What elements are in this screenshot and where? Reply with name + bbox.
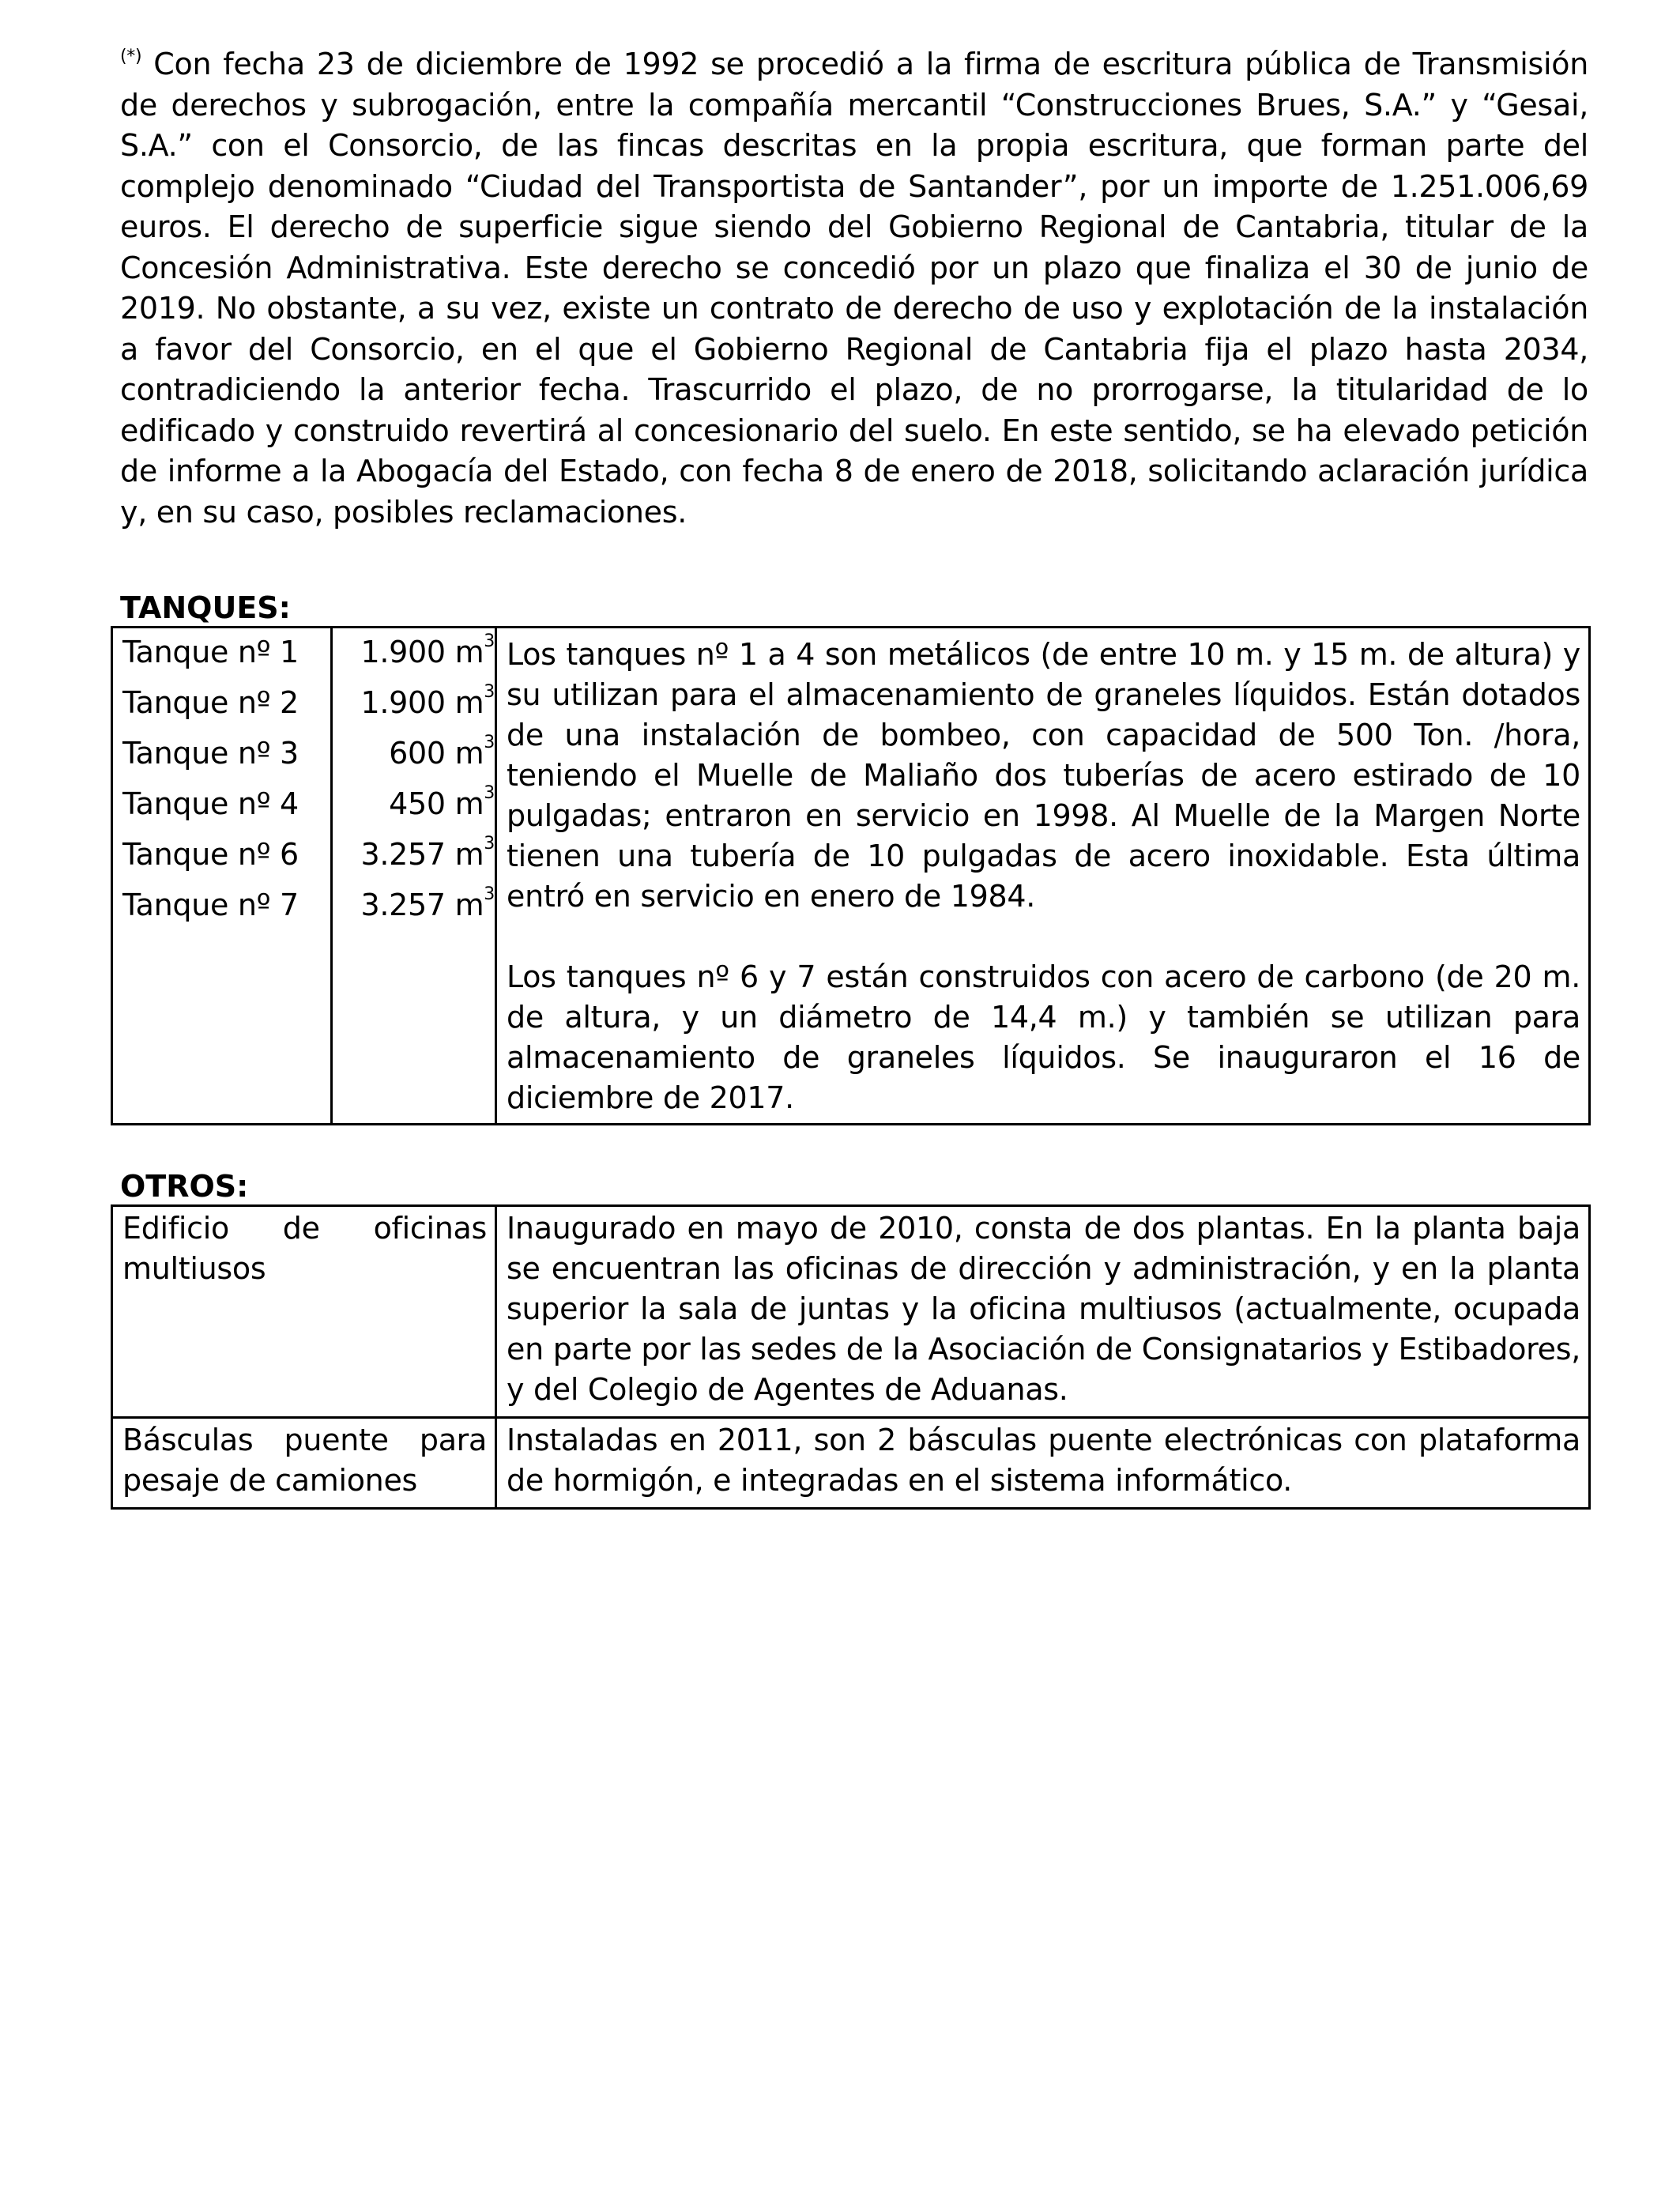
tank-name: Tanque nº 1	[122, 635, 299, 669]
tanks-description-1: Los tanques nº 1 a 4 son metálicos (de entre 10 m. y 15 m. de altura) y su utilizan para el almacenamiento de graneles líquidos. Están dotados de una instalación de bombeo, con capacidad de 500 Ton. /hora, teniendo el Muelle de Maliaño dos tuberías de acero estirado de 10 pulgadas; entraron en servicio en 1998. Al Muelle de la Margen Norte tienen una tubería de 10 pulgadas de acero inoxidable. Esta última entró en servicio en enero de 1984.	[507, 637, 1580, 914]
tank-name: Tanque nº 7	[122, 888, 299, 922]
table-row	[112, 628, 1590, 1125]
tank-capacity: 600 $m^3$	[389, 733, 495, 771]
otros-table	[111, 1204, 1591, 1510]
otros-item-description: Instaladas en 2011, son 2 básculas puente electrónicas con plataforma de hormigón, e integradas en el sistema informático.	[496, 1418, 1590, 1509]
tank-capacity: 3.257 $m^3$	[360, 884, 495, 922]
tank-capacities-cell	[332, 628, 496, 1125]
intro-text: Con fecha 23 de diciembre de 1992 se procedió a la firma de escritura pública de Transmisión de derechos y subrogación, entre la compañía mercantil “Construcciones Brues, S.A.” y “Gesai, S.A.” con el Consorcio, de las fincas descritas en la propia escritura, que forman parte del complejo denominado “Ciudad del Transportista de Santander”, por un importe de 1.251.006,69 euros. El derecho de superficie sigue siendo del Gobierno Regional de Cantabria, titular de la Concesión Administrativa. Este derecho se concedió por un plazo que finaliza el 30 de junio de 2019. No obstante, a su vez, existe un contrato de derecho de uso y explotación de la instalación a favor del Consorcio, en el que el Gobierno Regional de Cantabria fija el plazo hasta 2034, contradiciendo la anterior fecha. Trascurrido el plazo, de no prorrogarse, la titularidad de lo edificado y construido revertirá al concesionario del suelo. En este sentido, se ha elevado petición de informe a la Abogacía del Estado, con fecha 8 de enero de 2018, solicitando aclaración jurídica y, en su caso, posibles reclamaciones.	[120, 47, 1588, 530]
table-row	[112, 1206, 1590, 1418]
tank-name: Tanque nº 6	[122, 837, 299, 872]
otros-item-description: Inaugurado en mayo de 2010, consta de dos plantas. En la planta baja se encuentran las oficinas de dirección y administración, y en la planta superior la sala de juntas y la oficina multiusos (actualmente, ocupada en parte por las sedes de la Asociación de Consignatarios y Estibadores, y del Colegio de Agentes de Aduanas.	[496, 1206, 1590, 1418]
tank-names-cell	[112, 628, 332, 1125]
footnote-marker: (*)	[120, 47, 142, 66]
otros-heading: OTROS:	[120, 1169, 249, 1204]
tank-name: Tanque nº 4	[122, 786, 299, 821]
otros-item-name: Edificio de oficinas multiusos	[112, 1206, 496, 1418]
intro-paragraph	[120, 44, 1588, 533]
document-page	[120, 44, 1588, 1510]
tank-name: Tanque nº 2	[122, 685, 299, 720]
tank-capacity: 450 $m^3$	[389, 783, 495, 821]
tanks-description-cell	[496, 628, 1590, 1125]
tank-capacity: 1.900 $m^3$	[360, 631, 495, 669]
otros-item-name: Básculas puente para pesaje de camiones	[112, 1418, 496, 1509]
tank-capacity: 3.257 $m^3$	[360, 834, 495, 872]
tanques-heading: TANQUES:	[120, 590, 291, 625]
tanks-description-2: Los tanques nº 6 y 7 están construidos con acero de carbono (de 20 m. de altura, y un diámetro de 14,4 m.) y también se utilizan para almacenamiento de graneles líquidos. Se inauguraron el 16 de diciembre de 2017.	[507, 959, 1580, 1115]
tanques-table	[111, 626, 1591, 1125]
tank-capacity: 1.900 $m^3$	[360, 682, 495, 720]
tank-name: Tanque nº 3	[122, 736, 299, 771]
table-row	[112, 1418, 1590, 1509]
